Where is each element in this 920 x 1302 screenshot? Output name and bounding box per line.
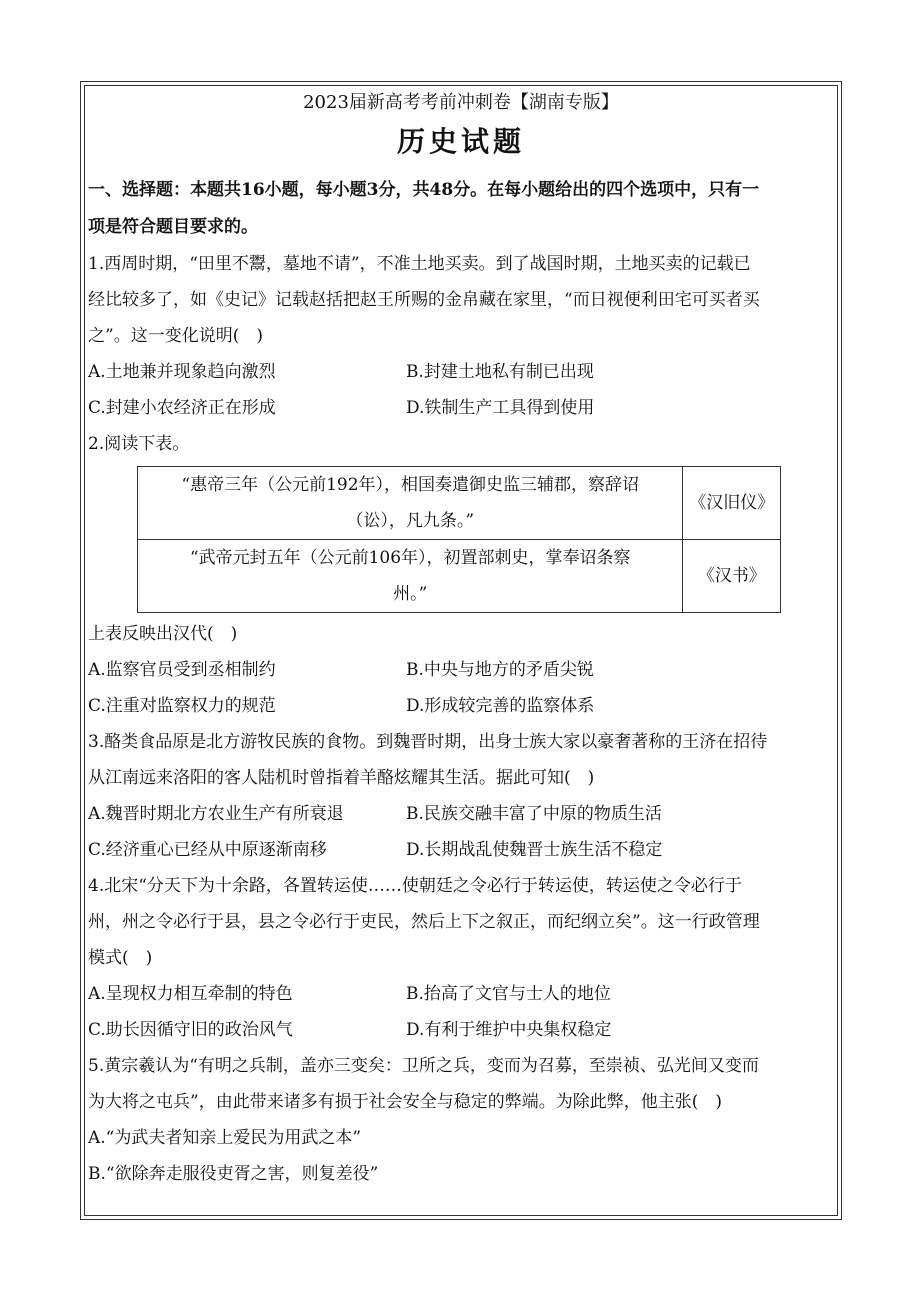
question-4-stem: 4.北宋“分天下为十余路，各置转运使……使朝廷之令必行于转运使，转运使之令必行于 [88, 876, 742, 896]
option-a: A.呈现权力相互牵制的特色 [88, 984, 293, 1004]
option-c: C.经济重心已经从中原逐渐南移 [88, 840, 327, 860]
question-3-stem: 3.酪类食品原是北方游牧民族的食物。到魏晋时期，出身士族大家以豪奢著称的王济在招待 [88, 732, 768, 752]
option-b: B.封建土地私有制已出现 [406, 362, 594, 382]
option-b: B.中央与地方的矛盾尖锐 [406, 660, 594, 680]
question-5 [88, 1048, 834, 1192]
question-5-stem: 为大将之屯兵”，由此带来诸多有损于社会安全与稳定的弊端。为除此弊，他主张( ) [88, 1092, 722, 1112]
option-d: D.铁制生产工具得到使用 [406, 398, 595, 418]
question-1-stem: 经比较多了，如《史记》记载赵括把赵王所赐的金帛藏在家里，“而日视便利田宅可买者买 [88, 290, 760, 310]
question-2-stem: 2.阅读下表。 [88, 434, 190, 454]
option-d: D.有利于维护中央集权稳定 [406, 1020, 612, 1040]
quote-line: （讼），凡九条。” [346, 511, 475, 531]
quote-line: 州。” [393, 584, 428, 604]
table-source: 《汉旧仪》 [683, 467, 781, 540]
exam-title: 2023届新高考考前冲刺卷【湖南专版】 [303, 92, 619, 113]
table-quote [138, 540, 683, 613]
option-c: C.助长因循守旧的政治风气 [88, 1020, 293, 1040]
table-row [138, 540, 781, 613]
option-b: B.抬高了文官与士人的地位 [406, 984, 611, 1004]
question-1 [88, 246, 834, 426]
question-2-prompt: 上表反映出汉代( ) [88, 624, 238, 644]
quote-line: “武帝元封五年（公元前106年），初置部刺史，掌奉诏条察 [189, 548, 631, 568]
option-c: C.注重对监察权力的规范 [88, 696, 276, 716]
option-a: A.监察官员受到丞相制约 [88, 660, 276, 680]
question-4 [88, 868, 834, 1048]
option-d: D.形成较完善的监察体系 [406, 696, 595, 716]
question-1-stem: 之”。这一变化说明( ) [88, 326, 263, 346]
option-a: A.魏晋时期北方农业生产有所衰退 [88, 804, 344, 824]
question-3-stem: 从江南远来洛阳的客人陆机时曾指着羊酪炫耀其生活。据此可知( ) [88, 768, 595, 788]
question-4-stem: 州，州之令必行于县，县之令必行于吏民，然后上下之叙正，而纪纲立矣”。这一行政管理 [88, 912, 760, 932]
source-table [137, 466, 781, 613]
section-heading-cont: 项是符合题目要求的。 [88, 217, 258, 237]
option-a: A.“为武夫者知亲上爱民为用武之本” [88, 1128, 362, 1148]
option-c: C.封建小农经济正在形成 [88, 398, 276, 418]
question-2 [88, 426, 834, 724]
section-heading: 一、选择题：本题共16小题，每小题3分，共48分。在每小题给出的四个选项中，只有一 [88, 180, 760, 200]
option-a: A.土地兼并现象趋向激烈 [88, 362, 276, 382]
table-row [138, 467, 781, 540]
table-source: 《汉书》 [683, 540, 781, 613]
option-b: B.“欲除奔走服役吏胥之害，则复差役” [88, 1164, 379, 1184]
question-1-stem: 1.西周时期，“田里不鬻，墓地不请”，不准土地买卖。到了战国时期，土地买卖的记载已 [88, 254, 751, 274]
exam-content [88, 88, 834, 1192]
option-b: B.民族交融丰富了中原的物质生活 [406, 804, 662, 824]
quote-line: “惠帝三年（公元前192年），相国奏遣御史监三辅郡，察辞诏 [181, 475, 640, 495]
option-d: D.长期战乱使魏晋士族生活不稳定 [406, 840, 663, 860]
table-quote [138, 467, 683, 540]
subject-title: 历史试题 [396, 125, 525, 158]
question-3 [88, 724, 834, 868]
question-4-stem: 模式( ) [88, 948, 153, 968]
question-5-stem: 5.黄宗羲认为“有明之兵制，盖亦三变矣：卫所之兵，变而为召募，至崇祯、弘光间又变而 [88, 1056, 759, 1076]
